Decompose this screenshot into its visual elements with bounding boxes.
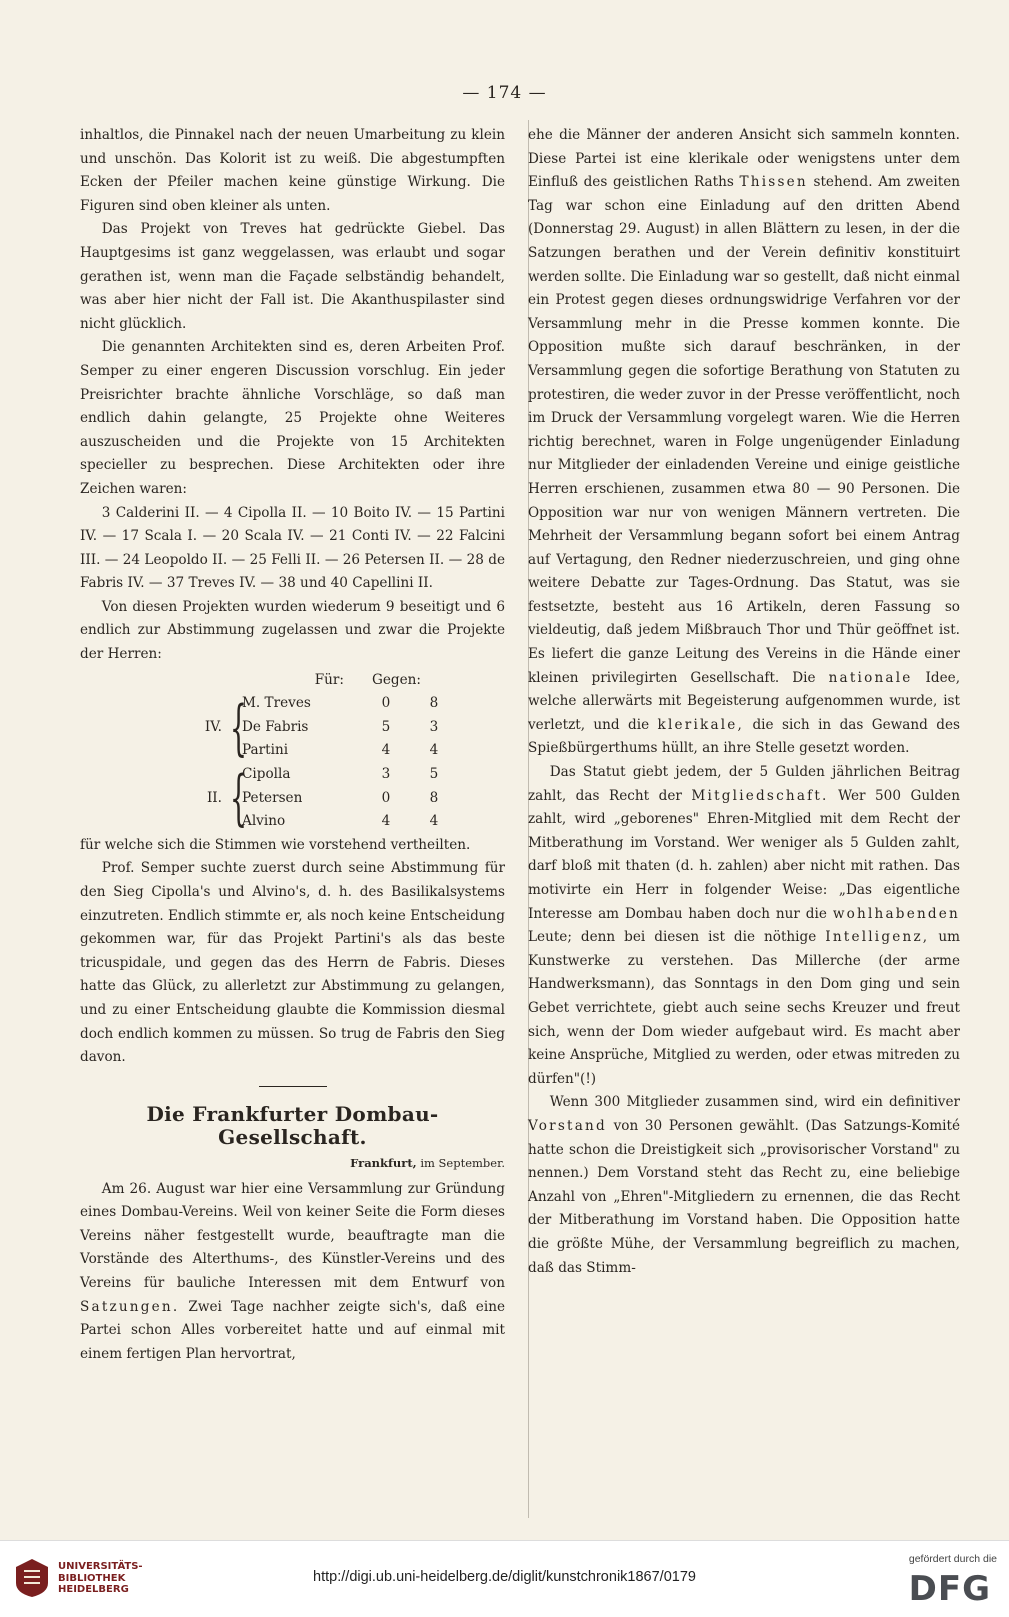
row-for: 4 <box>381 742 391 759</box>
col-against-label: Gegen: <box>372 671 421 688</box>
row-against: 4 <box>429 813 439 830</box>
text-run: Leute; denn bei diesen ist die nöthige <box>528 929 817 946</box>
text-run: von 30 Personen gewählt. (Das Satzungs-Komité hatte schon die Dreistigkeit sich „provisorischer Vorstand" zu nennen.) Dem Vorstand steht das Recht zu, eine beliebige Anzahl von „Ehren"-Mitgliedern zu ernennen, die das Recht der Mitberathung im Vorstand haben. Die Opposition hatte die größte Mühe, der Versammlung begreiflich zu machen, daß das Stimm- <box>528 1117 961 1276</box>
vote-group <box>80 763 505 834</box>
row-for: 5 <box>381 718 391 735</box>
row-against: 8 <box>429 695 439 712</box>
col-for-label: Für: <box>314 671 344 688</box>
text-run: Am 26. August war hier eine Versammlung zur Gründung eines Dombau-Vereins. Weil von keiner Seite die Form dieses Vereins näher festgestellt wurde, beauftragte man die Vorstände des Alterthums-, des Künstler-Vereins und des Vereins für bauliche Interessen mit dem Entwurf von <box>80 1180 505 1291</box>
text-run-spaced: Vorstand <box>528 1117 607 1134</box>
right-column <box>528 124 960 1280</box>
paragraph <box>528 1091 960 1280</box>
paragraph <box>528 761 960 1091</box>
institution-line: UNIVERSITÄTS- <box>58 1561 143 1572</box>
dateline-place: Frankfurt, <box>350 1155 417 1170</box>
table-row <box>242 716 505 740</box>
row-against: 4 <box>429 742 439 759</box>
paragraph: Prof. Semper suchte zuerst durch seine Abstimmung für den Sieg Cipolla's und Alvino's, d. h. des Basilikalsystems einzutreten. Endlich stimmte er, als noch keine Entscheidung gekommen war, für das Projekt Partini's als das beste tricuspidale, und gegen das des Herrn de Fabris. Dieses hatte das Glück, zu allerletzt zur Abstimmung zu gelangen, und zu einer Entscheidung glaubte die Kommission diesmal doch endlich kommen zu müssen. So trug de Fabris den Sieg davon. <box>80 860 505 1066</box>
row-for: 4 <box>381 813 391 830</box>
row-name: Cipolla <box>242 766 291 783</box>
group-label: II. <box>206 789 222 806</box>
text-run: um Kunstwerke zu verstehen. Das Millerche (der arme Handwerksmann), das Sonntags in den Dom ging und sein Gebet verrichtete, giebt auch seine sechs Kreuzer und freut sich, wenn der Dom wieder aufgebaut wird. Es macht aber keine Ansprüche, Mitglied zu werden, oder etwas mitreden zu dürfen"(!) <box>528 929 960 1087</box>
row-against: 5 <box>429 766 439 783</box>
row-name: Alvino <box>242 813 286 830</box>
text-run-spaced: Thissen <box>739 174 808 191</box>
dfg-logo: DFG <box>908 1569 991 1609</box>
paragraph <box>80 1178 505 1367</box>
funding-note: gefördert durch die <box>908 1553 997 1565</box>
institution-line: HEIDELBERG <box>58 1584 129 1595</box>
institution-line: BIBLIOTHEK <box>58 1572 126 1584</box>
section-rule <box>259 1086 327 1087</box>
table-row <box>242 787 505 811</box>
dateline <box>80 1152 505 1176</box>
row-name: Partini <box>242 742 289 759</box>
text-run-spaced: Intelligenz, <box>825 929 930 946</box>
table-row <box>242 763 505 787</box>
text-run-spaced: Mitgliedschaft. <box>691 787 829 804</box>
vote-group <box>80 692 505 763</box>
paragraph: Die genannten Architekten sind es, deren Arbeiten Prof. Semper zu einer engeren Discussion vorschlug. Ein jeder Preisrichter brachte ähnliche Vorschläge, so daß man endlich dahin gelangte, 25 Projekte ohne Weiteres auszuscheiden und die Projekte von 15 Architekten specieller zu besprechen. Diese Architekten oder ihre Zeichen waren: <box>80 339 505 497</box>
vote-table-header <box>80 669 505 693</box>
text-run-spaced: wohlhabenden <box>832 905 960 922</box>
text-run: Das Statut giebt jedem, der 5 Gulden jährlichen Beitrag zahlt, das Recht der <box>528 764 960 804</box>
brace-glyph: { <box>229 692 248 763</box>
row-name: M. Treves <box>242 695 311 712</box>
paragraph <box>528 124 960 761</box>
paragraph: für welche sich die Stimmen wie vorstehend vertheilten. <box>80 836 471 853</box>
text-run: Wer 500 Gulden zahlt, wird „geborenes" Ehren-Mitglied mit dem Recht der Mitberathung im Vorstand. Wer weniger als 5 Gulden zahlt, darf bloß mit thaten (d. h. zahlen) aber nicht mit rathen. Das motivirte ein Herr in folgender Weise: „Das eigentliche Interesse am Dombau haben doch nur die <box>528 787 960 922</box>
text-run: die sich in das Gewand des Spießbürgerthums hüllt, an ihre Stelle gesetzt worden. <box>528 716 960 757</box>
table-row <box>242 810 505 834</box>
paragraph: 3 Calderini II. — 4 Cipolla II. — 10 Boito IV. — 15 Partini IV. — 17 Scala I. — 20 Scala IV. — 21 Conti IV. — 22 Falcini III. — 24 Leopoldo II. — 25 Felli II. — 26 Petersen II. — 28 de Fabris IV. — 37 Treves IV. — 38 und 40 Capellini II. <box>80 504 505 592</box>
paragraph: Von diesen Projekten wurden wiederum 9 beseitigt und 6 endlich zur Abstimmung zugelassen und zwar die Projekte der Herren: <box>80 598 505 663</box>
text-run: ehe die Männer der anderen Ansicht sich sammeln konnten. Diese Partei ist eine klerikale oder wenigstens unter dem Einfluß des geistlichen Raths <box>528 127 960 191</box>
dateline-month: im September. <box>420 1155 505 1170</box>
text-run-spaced: klerikale, <box>657 716 745 733</box>
paragraph: inhaltlos, die Pinnakel nach der neuen Umarbeitung zu klein und unschön. Das Kolorit ist zu weiß. Die abgestumpften Ecken der Pfeiler machen keine günstige Wirkung. Die Figuren sind oben kleiner als unten. <box>80 127 505 214</box>
row-for: 3 <box>381 766 391 783</box>
row-against: 8 <box>429 789 439 806</box>
text-run-spaced: Satzungen. <box>80 1298 180 1315</box>
viewer-footer <box>0 1540 1009 1617</box>
text-run-spaced: nationale <box>828 669 913 686</box>
row-name: De Fabris <box>242 718 309 735</box>
row-for: 0 <box>381 789 391 806</box>
group-label: IV. <box>204 718 222 735</box>
page-number: — 174 — <box>462 83 547 103</box>
left-column <box>80 124 505 1366</box>
row-name: Petersen <box>242 789 303 806</box>
text-run: Wenn 300 Mitglieder zusammen sind, wird ein definitiver <box>549 1094 960 1111</box>
brace-glyph: { <box>229 763 248 834</box>
row-against: 3 <box>429 718 439 735</box>
table-row <box>242 692 505 716</box>
permalink-url[interactable]: http://digi.ub.uni-heidelberg.de/diglit/kunstchronik1867/0179 <box>313 1569 696 1585</box>
text-run: stehend. Am zweiten Tag war schon eine Einladung auf den dritten Abend (Donnerstag 29. August) in allen Blättern zu lesen, in der die Satzungen berathen und der Verein definitiv konstituirt werden sollte. Die Einladung war so gestellt, daß nicht einmal ein Protest gegen dieses ordnungswidrige Verfahren vor der Versammlung mehr in die Presse kommen konnte. Die Opposition mußte sich darauf beschränken, in der Versammlung gegen die sofortige Berathung von Statuten zu protestiren, die weder zuvor in der Presse veröffentlicht, noch im Druck der Versammlung vorgelegt waren. Wie die Herren richtig berechnet, waren in Folge ungenügender Einladung nur Mitglieder der einladenden Vereine und einige geistliche Herren erschienen, zusammen etwa 80 — 90 Personen. Die Opposition war nur von wenigen Männern vertreten. Die Mehrheit der Versammlung begann sofort bei einem Antrag auf Vertagung, den Redner niederzuschreien, und ging ohne weitere Debatte zur Tages-Ordnung. Das Statut, was sie festsetzte, besteht aus 16 Artikeln, deren Fassung so vieldeutig, daß jedem Mißbrauch Thor und Thür geöffnet ist. Es liefert die ganze Leitung des Vereins in die Hände einer kleinen privilegirten Gesellschaft. Die <box>528 174 960 686</box>
table-row <box>242 739 505 763</box>
vote-table <box>80 669 505 834</box>
row-for: 0 <box>381 695 391 712</box>
text-run: Zwei Tage nachher zeigte sich's, daß eine Partei schon Alles vorbereitet hatte und auf einmal mit einem fertigen Plan hervortrat, <box>80 1298 505 1362</box>
text-run: Idee, welche allerwärts mit Begeisterung aufgenommen wurde, ist verletzt, und die <box>528 669 961 733</box>
article-title: Die Frankfurter Dombau-Gesellschaft. <box>146 1101 439 1150</box>
paragraph: Das Projekt von Treves hat gedrückte Giebel. Das Hauptgesims ist ganz weggelassen, was erlaubt und sogar gerathen ist, wenn man die Façade selbständig behandelt, was aber hier nicht der Fall ist. Die Akanthuspilaster sind nicht glücklich. <box>80 221 505 332</box>
